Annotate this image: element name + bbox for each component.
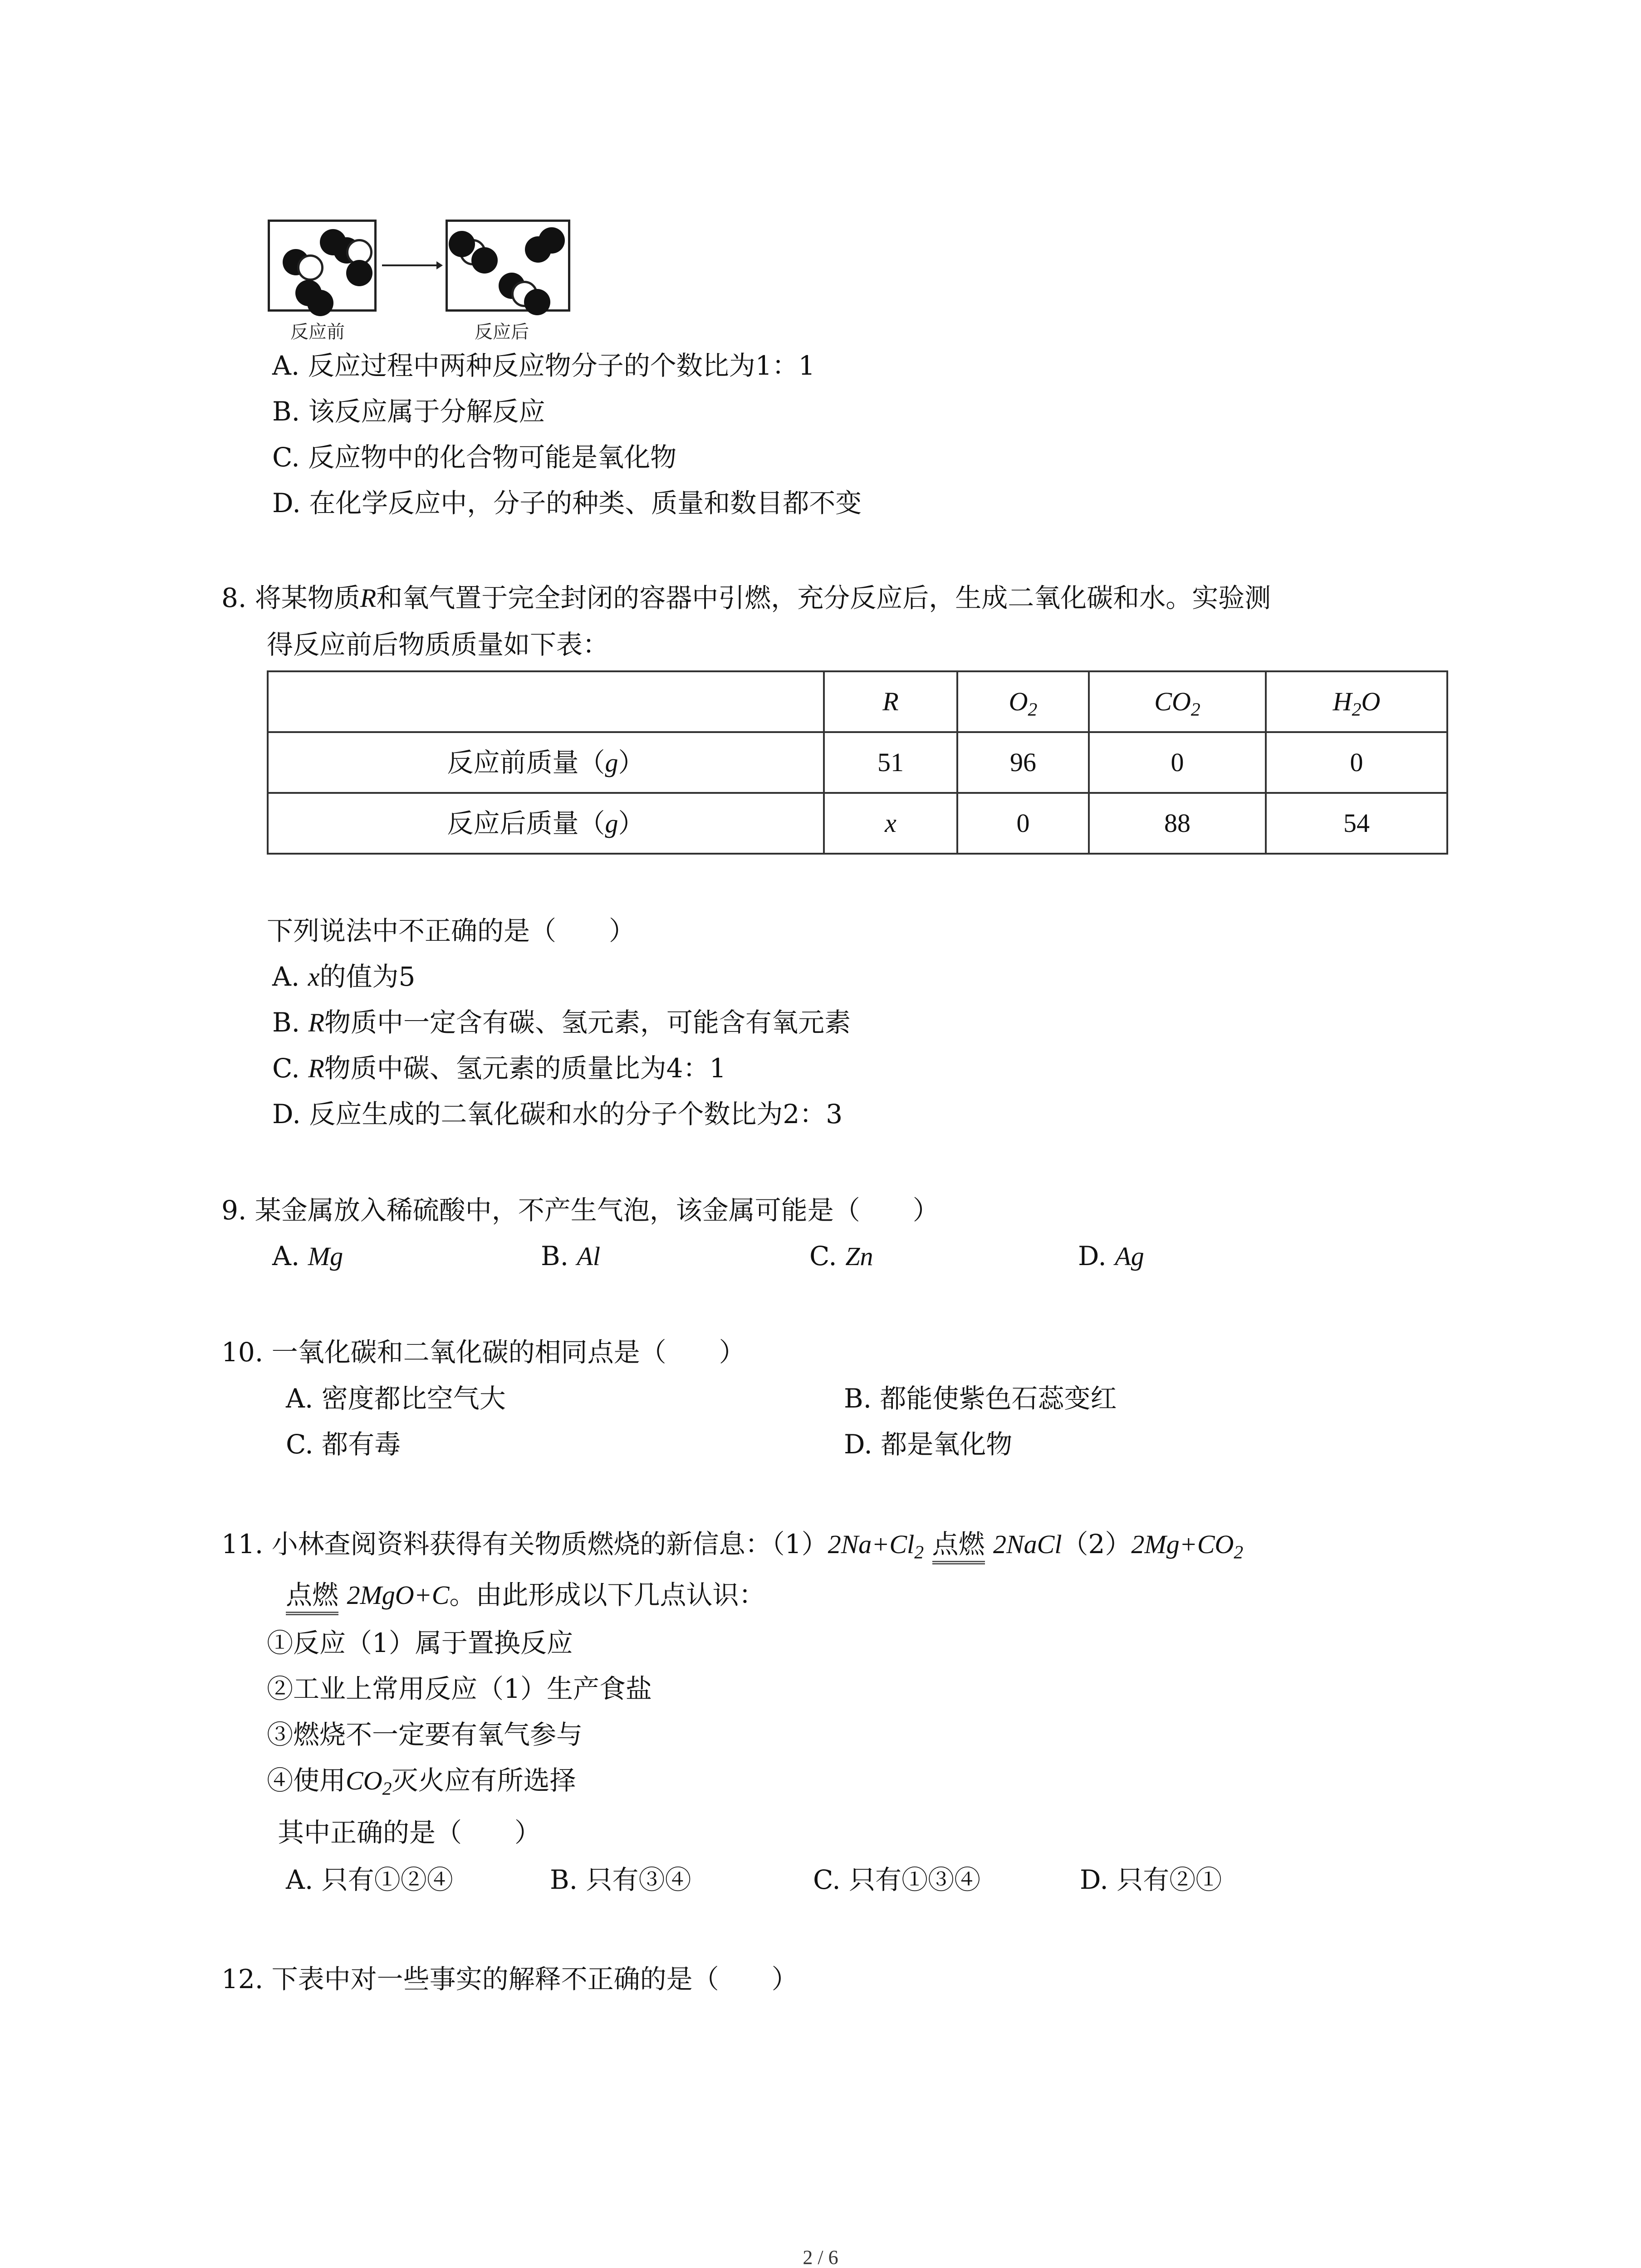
atom-black (346, 260, 372, 286)
q11-point-3: ③燃烧不一定要有氧气参与 (267, 1719, 583, 1750)
before-label: 反应前 (290, 322, 345, 342)
atom-black (539, 227, 565, 254)
q11-point-1: ①反应（1）属于置换反应 (267, 1628, 573, 1658)
q10-stem: 10. 一氧化碳和二氧化碳的相同点是（ ） (221, 1337, 745, 1368)
q8-option-c: C. R物质中碳、氢元素的质量比为4：1 (272, 1053, 726, 1084)
q9-option-a: A. Mg (272, 1241, 343, 1271)
atom-black (449, 231, 475, 257)
row-label: 反应前质量（g） (268, 732, 824, 793)
after-box (446, 220, 570, 312)
q11-point-4: ④使用$CO_2$灭火应有所选择 (267, 1765, 576, 1799)
q11-stem-line1: 11. 小林查阅资料获得有关物质燃烧的新信息：$(1)2Na+Cl_2$ 点燃 $2NaCl(2)2Mg+CO_2$ (221, 1529, 1244, 1563)
q7-option-c: C. 反应物中的化合物可能是氧化物 (272, 442, 677, 473)
header-r: R (824, 671, 957, 732)
cell-h2o-before: 0 (1266, 732, 1447, 793)
q11-point-2: ②工业上常用反应（1）生产食盐 (267, 1673, 652, 1704)
header-h2o: $H_2O$ (1266, 671, 1447, 732)
table-header-row (268, 671, 1447, 732)
condition-ignite: 点燃 (932, 1529, 985, 1559)
atom-black (307, 290, 333, 316)
q8-stem-line1: 8. 将某物质R和氧气置于完全封闭的容器中引燃，充分反应后，生成二氧化碳和水。实验测 (221, 582, 1271, 613)
cell-o2-before: 96 (957, 732, 1089, 793)
condition-ignite: 点燃 (286, 1579, 339, 1610)
cell-co2-before: 0 (1089, 732, 1266, 793)
cell-r-before: 51 (824, 732, 957, 793)
atom-black (524, 289, 550, 315)
cell-r-after: x (824, 793, 957, 854)
before-box (268, 220, 377, 312)
cell-co2-after: 88 (1089, 793, 1266, 854)
table-row (268, 732, 1447, 793)
q9-option-c: C. Zn (809, 1241, 873, 1271)
q11-option-d: D. 只有②① (1080, 1864, 1222, 1895)
q8-mass-table (267, 670, 1448, 855)
q11-stem-line2: 点燃 2MgO+C。由此形成以下几点认识： (286, 1579, 765, 1610)
q7-option-a: A. 反应过程中两种反应物分子的个数比为1：1 (272, 350, 815, 381)
q8-option-b: B. R物质中一定含有碳、氢元素，可能含有氧元素 (272, 1007, 851, 1038)
q12-stem: 12. 下表中对一些事实的解释不正确的是（ ） (221, 1964, 798, 1994)
cell-h2o-after: 54 (1266, 793, 1447, 854)
table-row (268, 793, 1447, 854)
cell-o2-after: 0 (957, 793, 1089, 854)
header-empty (268, 671, 824, 732)
q11-question: 其中正确的是（ ） (278, 1817, 541, 1848)
atom-white (297, 254, 323, 281)
reaction-arrow-icon (380, 259, 444, 272)
after-label: 反应后 (475, 322, 529, 342)
q11-option-b: B. 只有③④ (550, 1864, 691, 1895)
atom-black (471, 247, 498, 274)
q8-option-a: A. x的值为5 (272, 961, 416, 992)
q8-option-d: D. 反应生成的二氧化碳和水的分子个数比为2：3 (272, 1099, 843, 1129)
q7-option-b: B. 该反应属于分解反应 (272, 396, 545, 427)
q7-option-d: D. 在化学反应中，分子的种类、质量和数目都不变 (272, 488, 862, 518)
q10-option-c: C. 都有毒 (286, 1429, 401, 1460)
q8-question: 下列说法中不正确的是（ ） (267, 915, 636, 946)
q10-option-d: D. 都是氧化物 (844, 1429, 1013, 1460)
q9-stem: 9. 某金属放入稀硫酸中，不产生气泡，该金属可能是（ ） (221, 1195, 939, 1226)
q11-option-c: C. 只有①③④ (813, 1864, 981, 1895)
q9-option-d: D. Ag (1078, 1241, 1144, 1271)
header-o2: $O_2$ (957, 671, 1089, 732)
q11-option-a: A. 只有①②④ (286, 1864, 453, 1895)
q9-option-b: B. Al (541, 1241, 601, 1271)
q10-option-b: B. 都能使紫色石蕊变红 (844, 1383, 1117, 1414)
header-co2: $CO_2$ (1089, 671, 1266, 732)
page-number: 2 / 6 (803, 2246, 838, 2268)
q8-stem-line2: 得反应前后物质质量如下表： (267, 629, 609, 660)
row-label: 反应后质量（g） (268, 793, 824, 854)
q10-option-a: A. 密度都比空气大 (286, 1383, 506, 1414)
